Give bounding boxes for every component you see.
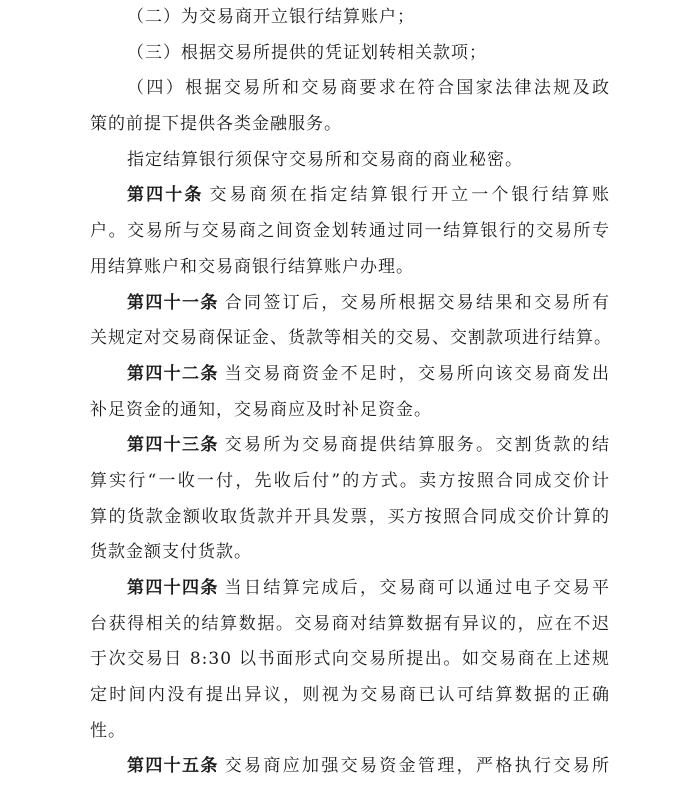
text-line [90,178,610,214]
line-text: 台获得相关的结算数据。交易商对结算数据有异议的，应在不迟 [90,613,610,634]
text-line [90,0,610,36]
text-line [90,714,610,750]
article-heading: 第四十二条 [127,363,219,384]
article-paragraph [90,357,610,428]
text-line [90,36,610,72]
line-text: （三）根据交易所提供的凭证划转相关款项； [127,42,487,63]
text-line [90,428,610,464]
article-paragraph [90,571,610,749]
article-paragraph [90,428,610,571]
line-text: （四）根据交易所和交易商要求在符合国家法律法规及政 [127,78,610,99]
line-text: 指定结算银行须保守交易所和交易商的商业秘密。 [127,149,523,170]
line-text: 用结算账户和交易商银行结算账户办理。 [90,256,414,277]
text-line [90,107,610,143]
line-text: 定时间内没有提出异议，则视为交易商已认可结算数据的正确 [90,685,610,706]
line-text: 补足资金的通知，交易商应及时补足资金。 [90,399,432,420]
text-line [90,571,610,607]
article-heading: 第四十四条 [127,578,219,598]
line-text: 算实行“一收一付，先收后付”的方式。卖方按照合同成交价计 [90,470,610,491]
text-line [90,357,610,393]
article-paragraph [90,749,610,785]
article-paragraph [90,178,610,285]
text-line [90,250,610,286]
paragraph [90,143,610,179]
article-heading: 第四十五条 [127,756,219,777]
line-text: （二）为交易商开立银行结算账户； [127,7,415,27]
article-heading: 第四十一条 [127,292,219,313]
paragraph [90,0,610,36]
document-page [90,0,610,785]
line-text: 货款金额支付货款。 [90,542,252,563]
text-line [90,71,610,107]
line-text: 当交易商资金不足时，交易所向该交易商发出 [224,363,611,384]
text-line [90,286,610,322]
line-text: 关规定对交易商保证金、货款等相关的交易、交割款项进行结算。 [90,328,612,349]
text-line [90,535,610,571]
text-line [90,749,610,785]
line-text: 合同签订后，交易所根据交易结果和交易所有 [224,292,611,313]
line-text: 交易所为交易商提供结算服务。交割货款的结 [224,435,611,456]
text-line [90,393,610,429]
line-text: 算的货款金额收取货款并开具发票，买方按照合同成交价计算的 [90,506,610,527]
line-text: 当日结算完成后，交易商可以通过电子交易平 [224,578,611,598]
line-text: 策的前提下提供各类金融服务。 [90,114,342,135]
paragraph [90,36,610,72]
text-line [90,214,610,250]
line-text: 交易商须在指定结算银行开立一个银行结算账 [209,185,611,206]
article-paragraph [90,286,610,357]
article-heading: 第四十三条 [127,435,219,456]
line-text: 户。交易所与交易商之间资金划转通过同一结算银行的交易所专 [90,221,610,242]
article-heading: 第四十条 [127,185,204,206]
text-line [90,143,610,179]
paragraph [90,71,610,142]
text-line [90,464,610,500]
line-text: 于次交易日 8:30 以书面形式向交易所提出。如交易商在上述规 [90,649,610,670]
text-line [90,321,610,357]
text-line [90,607,610,643]
text-line [90,642,610,678]
line-text: 性。 [90,720,126,741]
text-line [90,678,610,714]
line-text: 交易商应加强交易资金管理，严格执行交易所 [224,756,611,777]
text-line [90,500,610,536]
